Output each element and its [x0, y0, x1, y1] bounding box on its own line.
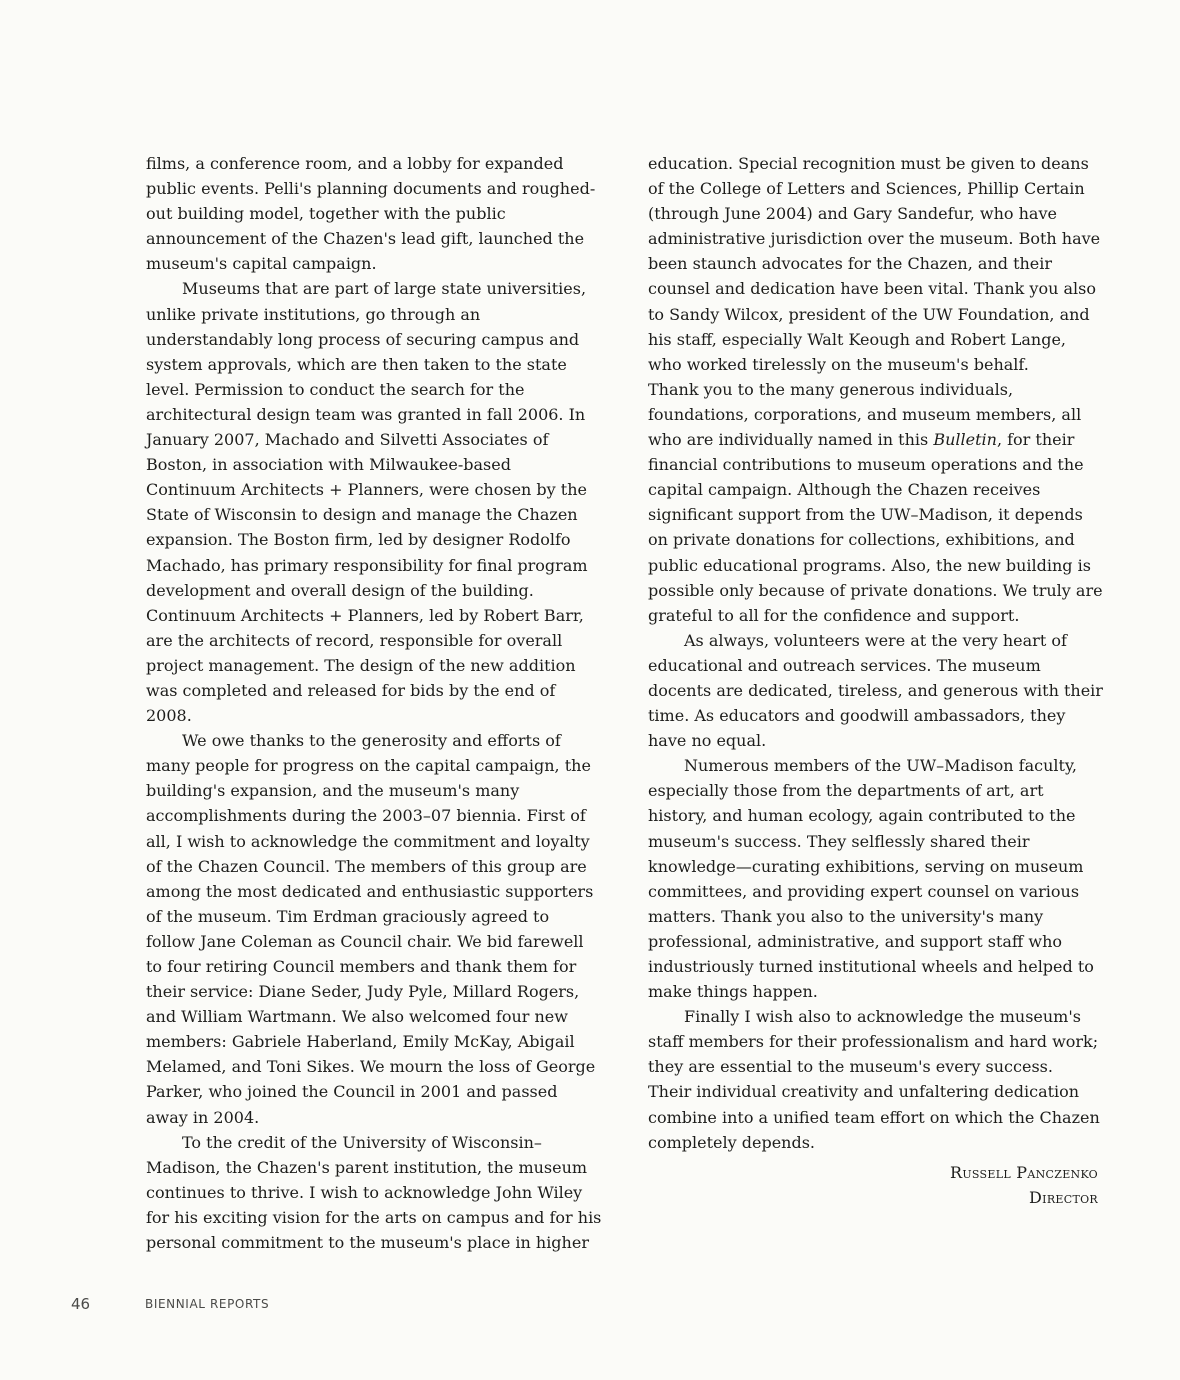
body-paragraph: As always, volunteers were at the very heart of educational and outreach services. The museum docents are dedicated, tireless, and generous with their time. As educators and goodwill ambassadors, they have no equal.: [648, 630, 1103, 751]
bulletin-title: Bulletin: [933, 430, 997, 450]
running-head: BIENNIAL REPORTS: [145, 1297, 270, 1311]
body-paragraph: Museums that are part of large state universities, unlike private institutions, go through an understandably long process of securing campus and system approvals, which are then taken to the state level. Permission to conduct the search for the architectural design team was granted in fall 2006. In January 2007, Machado and Silvetti Associates of Boston, in association with Milwaukee-based Continuum Architects + Planners, were chosen by the State of Wisconsin to design and manage the Chazen expansion. The Boston firm, led by designer Rodolfo Machado, has primary responsibility for final program development and overall design of the building. Continuum Architects + Planners, led by Robert Barr, are the architects of record, responsible for overall project management. The design of the new addition was completed and released for bids by the end of 2008.: [146, 279, 588, 726]
signature-name: Russell Panczenko: [949, 1163, 1098, 1182]
left-column: [146, 151, 602, 1255]
page-number: 46: [71, 1295, 91, 1313]
right-column: [648, 151, 1104, 1155]
body-paragraph: Finally I wish also to acknowledge the museum's staff members for their professionalism and hard work; they are essential to the museum's every success.: [648, 1007, 1099, 1077]
signature-block: [950, 1160, 1098, 1210]
body-paragraph: films, a conference room, and a lobby for expanded public events. Pelli's planning documents and roughed-out building model, together with the public announcement of the Chazen's lead gift, launched the museum's capital campaign.: [146, 154, 596, 274]
body-paragraph: [648, 377, 1104, 628]
paragraph-text: Thank you to the many generous individuals, foundations, corporations, and museum members, all who are individually named in this: [648, 379, 1082, 450]
body-paragraph: We owe thanks to the generosity and efforts of many people for progress on the capital campaign, the building's expansion, and the museum's many accomplishments during the 2003–07 biennia. First of all, I wish to acknowledge the commitment and loyalty of the Chazen Council. The members of this group are among the most dedicated and enthusiastic supporters of the museum. Tim Erdman graciously agreed to follow Jane Coleman as Council chair. We bid farewell to four retiring Council members and thank them for their service: Diane Seder, Judy Pyle, Millard Rogers, and William Wartmann. We also welcomed four new members: Gabriele Haberland, Emily McKay, Abigail Melamed, and Toni Sikes. We mourn the loss of George Parker, who joined the Council in 2001 and passed away in 2004.: [146, 731, 596, 1127]
paragraph-text: , for their financial contributions to museum operations and the capital campaign. Although the Chazen receives significant support from the UW–Madison, it depends on private donations for collections, exhibitions, and public educational programs. Also, the new building is possible only because of private donations. We truly are grateful to all for the confidence and support.: [648, 430, 1103, 625]
body-paragraph: Numerous members of the UW–Madison faculty, especially those from the departments of art, art history, and human ecology, again contributed to the museum's success. They selflessly shared their knowledge—curating exhibitions, serving on museum committees, and providing expert counsel on various matters. Thank you also to the university's many professional, administrative, and support staff who industriously turned institutional wheels and helped to make things happen.: [648, 756, 1094, 1002]
body-paragraph: To the credit of the University of Wisconsin–Madison, the Chazen's parent institution, the museum continues to thrive. I wish to acknowledge John Wiley for his exciting vision for the arts on campus and for his personal commitment to the museum's place in higher: [146, 1132, 602, 1253]
body-paragraph: Their individual creativity and unfaltering dedication combine into a unified team effort on which the Chazen completely depends.: [648, 1082, 1100, 1152]
body-paragraph: education. Special recognition must be given to deans of the College of Letters and Sciences, Phillip Certain (through June 2004) and Gary Sandefur, who have administrative jurisdiction over the museum. Both have been staunch advocates for the Chazen, and their counsel and dedication have been vital. Thank you also to Sandy Wilcox, president of the UW Foundation, and his staff, especially Walt Keough and Robert Lange, who worked tirelessly on the museum's behalf.: [648, 154, 1101, 374]
signature-title: Director: [1029, 1188, 1098, 1207]
